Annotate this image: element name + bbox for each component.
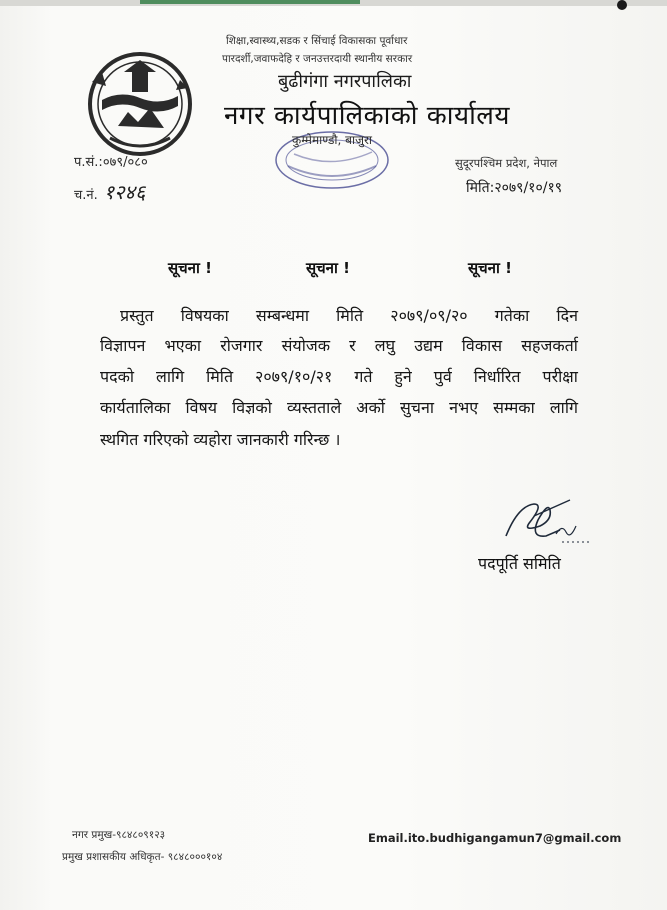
body-word: सुचना [399, 398, 434, 417]
mayor-contact: नगर प्रमुख-९८४८०९१२३ [72, 829, 166, 841]
province-name: सुदूरपश्चिम प्रदेश, नेपाल [455, 156, 558, 170]
body-word: स्थगित गरिएको व्यहोरा जानकारी गरिन्छ । [100, 430, 341, 449]
fiscal-year-ref [74, 152, 148, 170]
body-line-4 [100, 396, 578, 418]
body-word: पुर्व [433, 367, 452, 386]
body-line-3 [100, 365, 578, 387]
date-label: मिति: [466, 180, 495, 196]
body-word: २०७९/०९/२० [390, 306, 468, 325]
body-word: संयोजक [281, 336, 330, 355]
body-word: विज्ञको [232, 398, 272, 417]
body-word: रोजगार [220, 336, 263, 355]
body-word: लागि [549, 398, 578, 417]
body-word: प्रस्तुत [120, 306, 154, 325]
body-word: विज्ञापन [100, 336, 146, 355]
body-word: कार्यतालिका [100, 398, 171, 417]
body-word: मिति [336, 306, 364, 325]
body-line-1 [120, 304, 578, 326]
punch-hole [617, 0, 627, 10]
notice-heading-3: सूचना ! [468, 259, 512, 277]
body-word: विषयका [180, 306, 229, 325]
body-word: परीक्षा [542, 367, 578, 386]
header-tagline-2: पारदर्शी,जवाफदेहि र जनउत्तरदायी स्थानीय सरकार [222, 53, 413, 65]
notice-heading-1: सूचना ! [168, 259, 212, 277]
body-word: अर्को [356, 398, 385, 417]
body-word: विषय [185, 398, 218, 417]
letter-date [466, 178, 562, 197]
date-value: २०७९/१०/१९ [494, 180, 563, 196]
signature-mark [500, 496, 594, 552]
body-word: व्यस्तताले [286, 398, 342, 417]
notice-heading-2: सूचना ! [306, 259, 350, 277]
body-word: दिन [556, 306, 578, 325]
municipality-name: बुढीगंगा नगरपालिका [278, 71, 412, 92]
body-word: लागि [155, 367, 185, 386]
body-word: गतेका [494, 306, 530, 325]
signatory-committee: पदपूर्ति समिति [478, 554, 561, 573]
body-word: सहजकर्ता [521, 336, 578, 355]
body-word: हुने [394, 367, 412, 386]
fiscal-year-label: प.सं.: [74, 155, 103, 170]
office-stamp [268, 126, 398, 192]
office-title: नगर कार्यपालिकाको कार्यालय [224, 101, 511, 131]
fiscal-year-value: ०७९/०८० [102, 155, 148, 170]
body-word: सम्मका [493, 398, 535, 417]
office-email: Email.ito.budhigangamun7@gmail.com [368, 831, 622, 845]
body-word: गते [354, 367, 373, 386]
body-word: विकास [461, 336, 503, 355]
body-word: नभए [449, 398, 479, 417]
dispatch-number-ref [74, 178, 145, 205]
body-word: र [349, 336, 356, 355]
municipality-emblem-icon [80, 42, 200, 162]
body-word: सम्बन्धमा [255, 306, 310, 325]
top-edge-green-strip [140, 0, 360, 4]
body-word: मिति [206, 367, 234, 386]
header-tagline-1: शिक्षा,स्वास्थ्य,सडक र सिंचाई विकासका पूर्वाधार [226, 35, 408, 47]
dispatch-number-value: १२४६ [103, 180, 146, 204]
top-edge [0, 0, 667, 6]
body-line-2 [100, 334, 578, 356]
dispatch-number-label: च.नं. [74, 188, 98, 203]
body-word: २०७९/१०/२१ [255, 367, 333, 386]
body-word: निर्धारित [473, 367, 521, 386]
body-word: भएका [164, 336, 202, 355]
body-line-5 [100, 428, 578, 450]
body-word: लघु [374, 336, 396, 355]
body-word: उद्यम [414, 336, 443, 355]
stamp-text: कुम्मेमाण्डौ, बाजुरा [291, 133, 373, 147]
cao-contact: प्रमुख प्रशासकीय अधिकृत- ९८४८०००१०४ [62, 851, 223, 863]
body-word: पदको [100, 367, 135, 386]
